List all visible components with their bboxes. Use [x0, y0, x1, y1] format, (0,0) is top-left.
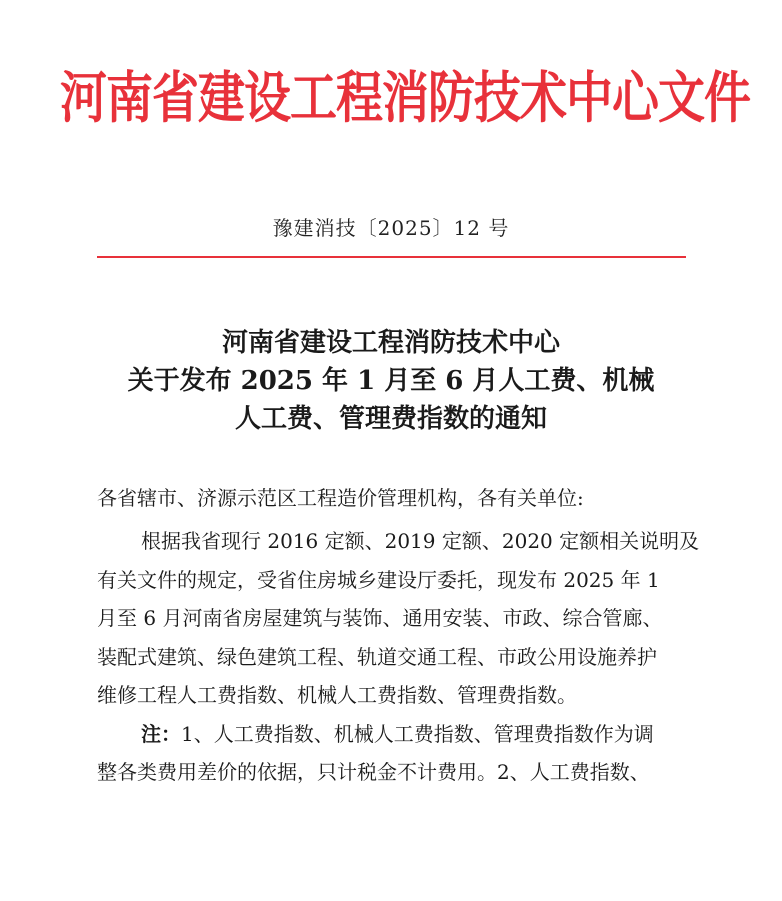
body-line: 有关文件的规定，受省住房城乡建设厅委托，现发布 2025 年 1 [97, 567, 660, 592]
document-number: 豫建消技〔2025〕12 号 [272, 216, 510, 240]
body-line: 月至 6 月河南省房屋建筑与装饰、通用安装、市政、综合管廊、 [97, 606, 663, 630]
body-text [97, 522, 705, 792]
note-label: 注： [141, 721, 181, 746]
notice-title-line-3: 人工费、管理费指数的通知 [234, 404, 547, 434]
note-text: 1、人工费指数、机械人工费指数、管理费指数作为调 [181, 721, 654, 746]
body-line: 装配式建筑、绿色建筑工程、轨道交通工程、市政公用设施养护 [97, 644, 657, 669]
notice-title-line-1: 河南省建设工程消防技术中心 [221, 328, 560, 358]
notice-title [90, 324, 692, 438]
body-line: 根据我省现行 2016 定额、2019 定额、2020 定额相关说明及 [141, 529, 700, 553]
body-line: 维修工程人工费指数、机械人工费指数、管理费指数。 [97, 683, 577, 707]
red-divider-line [97, 256, 686, 258]
letterhead-title: 河南省建设工程消防技术中心文件 [60, 66, 750, 132]
notice-title-line-2: 关于发布 2025 年 1 月至 6 月人工费、机械 [127, 366, 655, 396]
salutation: 各省辖市、济源示范区工程造价管理机构，各有关单位: [97, 486, 584, 510]
note-line: 整各类费用差价的依据，只计税金不计费用。2、人工费指数、 [97, 760, 650, 784]
note-line [97, 715, 705, 754]
